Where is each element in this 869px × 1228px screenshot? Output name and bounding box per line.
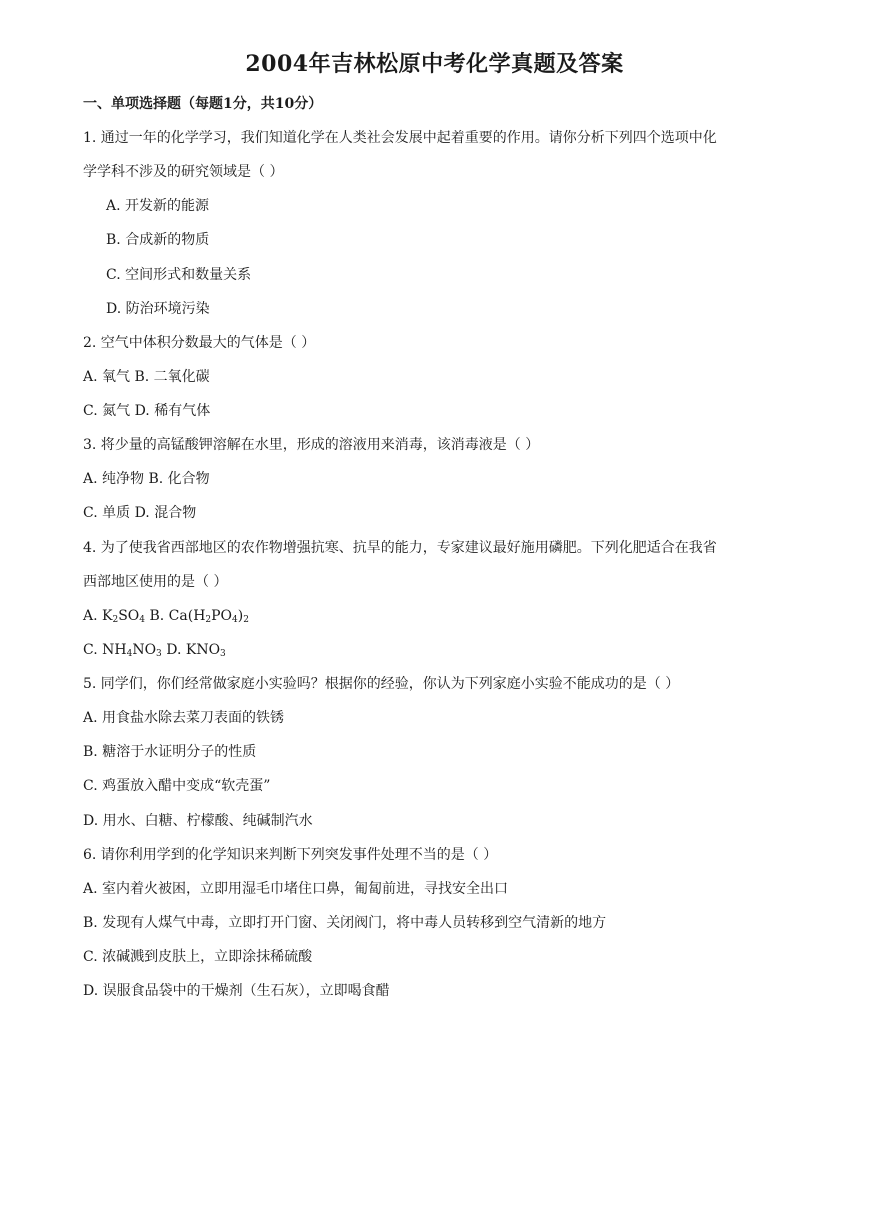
q4-options-cd: [83, 640, 226, 660]
q1-option-b: B. 合成新的物质: [106, 232, 210, 248]
q5-option-d: D. 用水、白糖、柠檬酸、纯碱制汽水: [83, 813, 313, 829]
q4-stem-line1: 4. 为了使我省西部地区的农作物增强抗寒、抗旱的能力，专家建议最好施用磷肥。下列化肥适合在我省: [83, 540, 717, 556]
subscript: 3: [156, 649, 162, 659]
q2-stem: 2. 空气中体积分数最大的气体是（ ）: [83, 335, 316, 351]
q1-stem-line2: 学学科不涉及的研究领域是（ ）: [83, 164, 284, 180]
q1-option-c: C. 空间形式和数量关系: [106, 267, 252, 283]
q3-stem: 3. 将少量的高锰酸钾溶解在水里，形成的溶液用来消毒，该消毒液是（ ）: [83, 437, 540, 453]
q3-options-cd: C. 单质 D. 混合物: [83, 505, 197, 521]
q5-option-b: B. 糖溶于水证明分子的性质: [83, 744, 257, 760]
formula-part: ): [237, 608, 244, 624]
q6-option-d: D. 误服食品袋中的干燥剂（生石灰），立即喝食醋: [83, 983, 390, 999]
subscript: 3: [220, 649, 226, 659]
q1-stem-line1: 1. 通过一年的化学学习，我们知道化学在人类社会发展中起着重要的作用。请你分析下列四个选项中化: [83, 130, 717, 146]
formula-part: SO: [118, 608, 140, 624]
q1-option-a: A. 开发新的能源: [106, 198, 210, 214]
formula-part: PO: [211, 608, 233, 624]
q6-stem: 6. 请你利用学到的化学知识来判断下列突发事件处理不当的是（ ）: [83, 847, 498, 863]
q4-option-a-text: A. K: [83, 608, 113, 624]
q4-stem-line2: 西部地区使用的是（ ）: [83, 574, 228, 590]
q5-stem: 5. 同学们，你们经常做家庭小实验吗？根据你的经验，你认为下列家庭小实验不能成功的是（ ）: [83, 676, 680, 692]
q6-option-b: B. 发现有人煤气中毒，立即打开门窗、关闭阀门，将中毒人员转移到空气清新的地方: [83, 915, 607, 931]
q2-options-ab: A. 氧气 B. 二氧化碳: [83, 369, 210, 385]
subscript: 4: [126, 649, 133, 659]
q2-options-cd: C. 氮气 D. 稀有气体: [83, 403, 211, 419]
section-heading: 一、单项选择题（每题1分，共10分）: [83, 96, 323, 112]
q4-options-ab: [83, 606, 249, 626]
q4-option-b-text: B. Ca(H: [145, 608, 206, 624]
q6-option-a: A. 室内着火被困，立即用湿毛巾堵住口鼻，匍匐前进，寻找安全出口: [83, 881, 509, 897]
subscript: 2: [112, 615, 119, 625]
q4-option-d-text: D. KNO: [161, 642, 221, 658]
subscript: 2: [205, 615, 212, 625]
page-title: 2004年吉林松原中考化学真题及答案: [245, 51, 624, 77]
subscript: 2: [243, 615, 249, 625]
q5-option-a: A. 用食盐水除去菜刀表面的铁锈: [83, 710, 285, 726]
subscript: 4: [232, 615, 238, 625]
q5-option-c: C. 鸡蛋放入醋中变成“软壳蛋”: [83, 778, 271, 794]
subscript: 4: [139, 615, 146, 625]
q4-option-c-text: C. NH: [83, 642, 127, 658]
q3-options-ab: A. 纯净物 B. 化合物: [83, 471, 210, 487]
formula-part: NO: [132, 642, 157, 658]
q1-option-d: D. 防治环境污染: [106, 301, 210, 317]
q6-option-c: C. 浓碱溅到皮肤上，立即涂抹稀硫酸: [83, 949, 313, 965]
